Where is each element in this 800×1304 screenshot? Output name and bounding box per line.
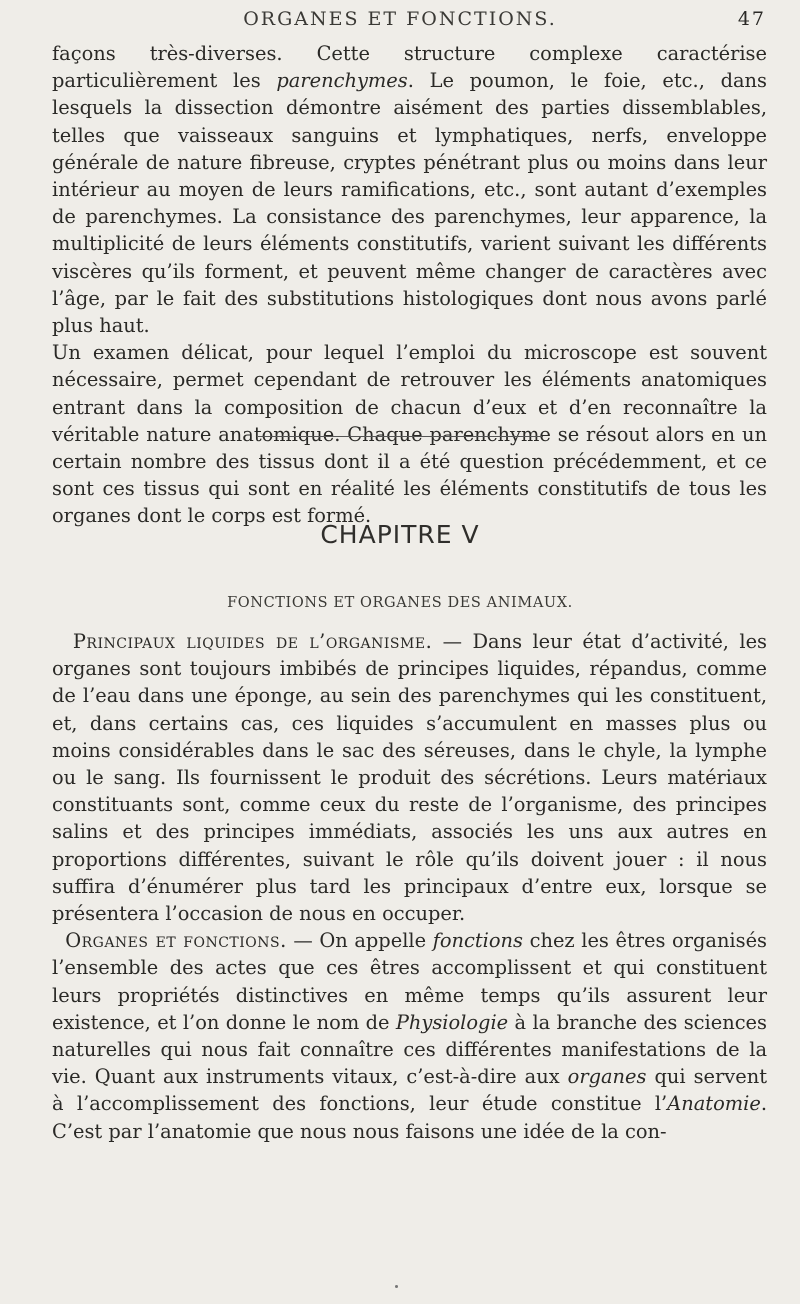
term-parenchymes: parenchymes	[276, 69, 408, 93]
paragraph-organes-fonctions: Organes et fonctions. — On appelle fonctions chez les êtres organisés l’ensemble des actes que ces êtres accomplissent et qui constituent leurs propriétés distinctives en même temps qu’ils assurent leur existence, et l’on donne le nom de Physiologie à la branche des sciences naturelles qui nous fait connaître ces différentes manifestations de la vie. Quant aux instruments vitaux, c’est-à-dire aux organes qui servent à l’accomplissement des fonctions, leur étude constitue l’Anatomie. C’est par l’anatomie que nous nous faisons une idée de la con-	[52, 929, 768, 1143]
chapter-subheading: FONCTIONS ET ORGANES DES ANIMAUX.	[227, 595, 573, 611]
running-head	[0, 8, 800, 34]
page-number: 47	[737, 8, 766, 30]
section-divider	[258, 436, 543, 437]
print-speck	[395, 1285, 398, 1288]
top-text-block	[52, 40, 767, 530]
section-lead-organes: Organes et fonctions.	[65, 929, 287, 953]
paragraph-liquides: Principaux liquides de l’organisme. — Dans leur état d’activité, les organes sont toujours imbibés de principes liquides, répandus, comme de l’eau dans une éponge, au sein des parenchymes qui les constituent, et, dans certains cas, ces liquides s’accumulent en masses plus ou moins considérables dans le sac des séreuses, dans le chyle, la lymphe ou le sang. Ils fournissent le produit des sécrétions. Leurs matériaux constituants sont, comme ceux du reste de l’organisme, des principes salins et des principes immédiats, associés les uns aux autres en proportions différentes, suivant le rôle qu’ils doivent jouer : il nous suffira d’énumérer plus tard les principaux d’entre eux, lorsque se présentera l’occasion de nous en occuper.	[52, 630, 768, 926]
section-lead-liquides: Principaux liquides de l’organisme.	[72, 630, 433, 653]
chapter-heading: CHAPITRE V	[320, 520, 480, 549]
paragraph-parenchymes: façons très-diverses. Cette structure complexe caractérise particulièrement les parenchymes. Le poumon, le foie, etc., dans lesquels la dissection démontre aisément des parties dissemblables, telles que vaisseaux sanguins et lymphatiques, nerfs, enveloppe générale de nature fibreuse, cryptes pénétrant plus ou moins dans leur intérieur au moyen de leurs ramifications, etc., sont autant d’exemples de parenchymes. La consistance des parenchymes, leur apparence, la multiplicité de leurs éléments constitutifs, varient suivant les différents viscères qu’ils forment, et peuvent même changer de caractères avec l’âge, par le fait des substitutions histologiques dont nous avons parlé plus haut.	[52, 42, 767, 338]
running-head-title: ORGANES ET FONCTIONS.	[243, 8, 557, 30]
paragraph-examen: Un examen délicat, pour lequel l’emploi du microscope est souvent nécessaire, permet cependant de retrouver les éléments anatomiques entrant dans la composition de chacun d’eux et d’en reconnaître la véritable nature anatomique. Chaque parenchyme se résout alors en un certain nombre des tissus dont il a été question précédemment, et ce sont ces tissus qui sont en réalité les éléments constitutifs de tous les organes dont le corps est formé.	[52, 341, 767, 528]
bottom-text-block	[52, 628, 767, 1145]
